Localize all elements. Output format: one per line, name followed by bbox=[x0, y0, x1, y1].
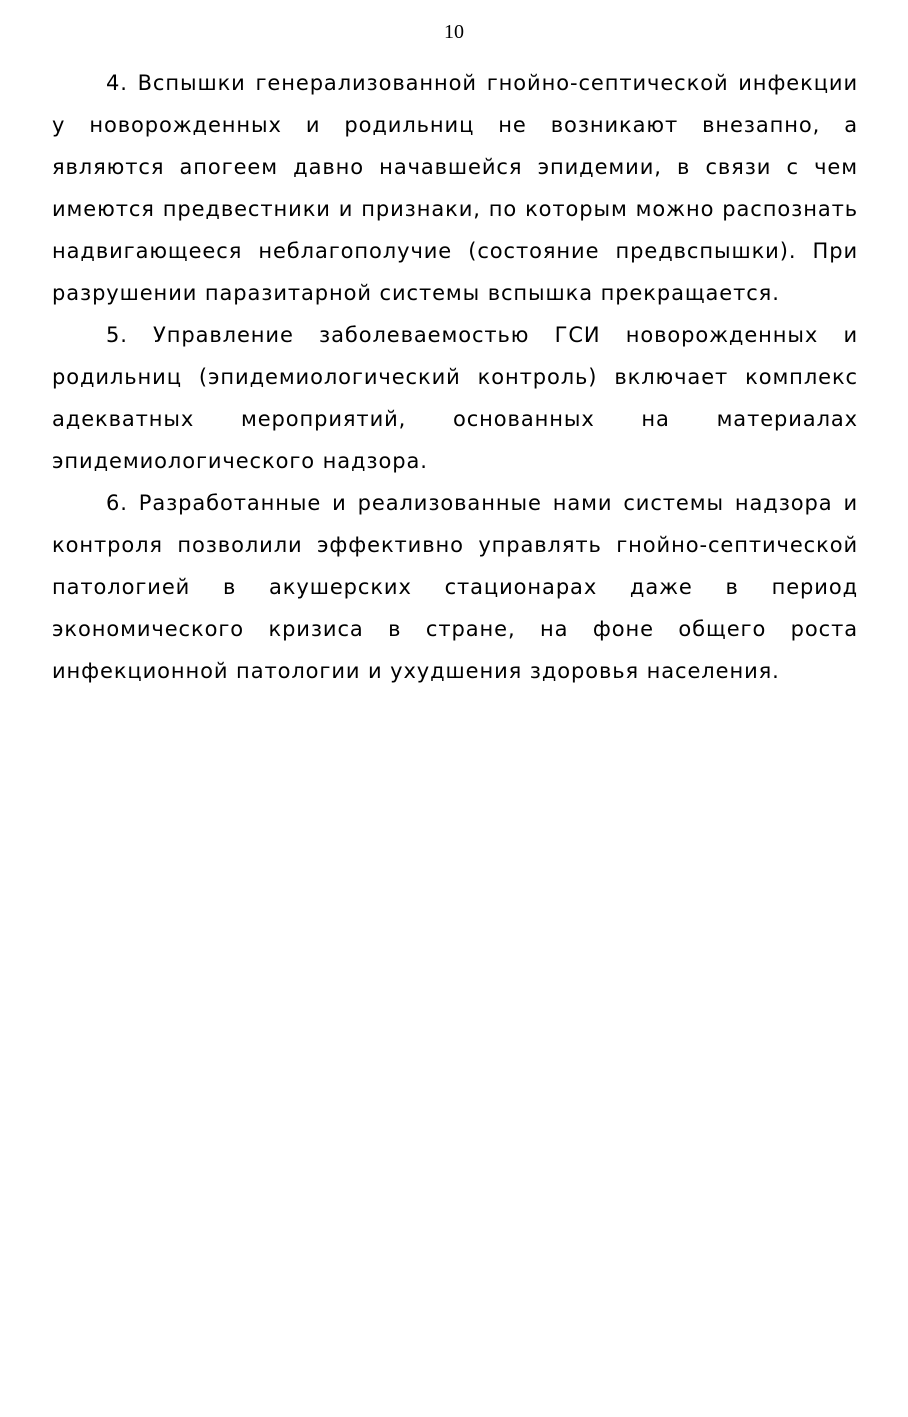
page-number: 10 bbox=[444, 21, 464, 43]
paragraph-5: 5. Управление заболеваемостью ГСИ новорожденных и родильниц (эпидемиологический контроль) включает комплекс адекватных мероприятий, основанных на материалах эпидемиологического надзора. bbox=[52, 323, 858, 473]
paragraph-4: 4. Вспышки генерализованной гнойно-септической инфекции у новорожденных и родильниц не возникают внезапно, а являются апогеем давно начавшейся эпидемии, в связи с чем имеются предвестники и признаки, по которым можно распознать надвигающееся неблагополучие (состояние предвспышки). При разрушении паразитарной системы вспышка прекращается. bbox=[52, 71, 858, 305]
paragraph-6: 6. Разработанные и реализованные нами системы надзора и контроля позволили эффективно управлять гнойно-септической патологией в акушерских стационарах даже в период экономического кризиса в стране, на фоне общего роста инфекционной патологии и ухудшения здоровья населения. bbox=[52, 491, 858, 683]
body-text bbox=[52, 62, 858, 692]
